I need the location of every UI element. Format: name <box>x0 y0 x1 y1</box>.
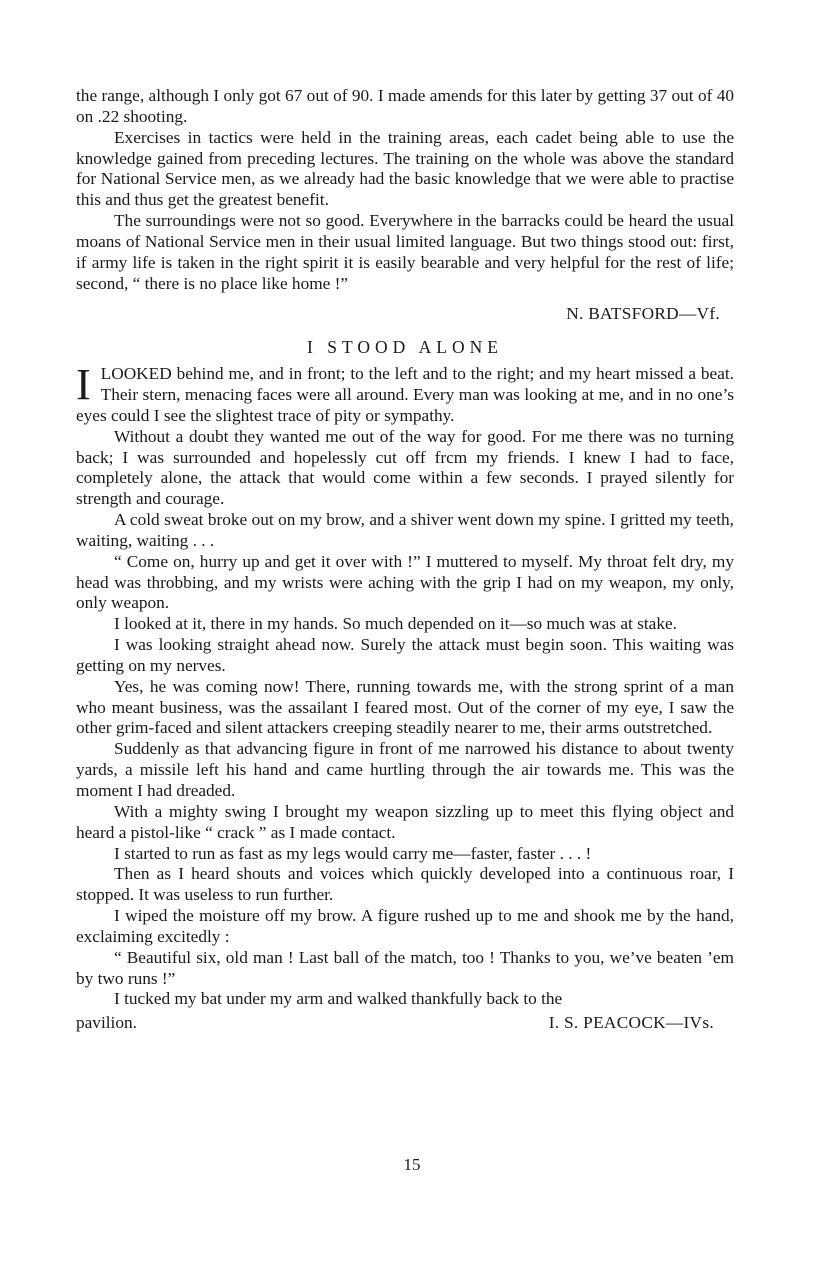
paragraph: I started to run as fast as my legs would carry me—faster, faster . . . ! <box>114 843 592 863</box>
first-paragraph <box>76 360 734 427</box>
drop-cap: I <box>76 360 91 410</box>
article-title: I STOOD ALONE <box>307 337 503 358</box>
paragraph: With a mighty swing I brought my weapon sizzling up to meet this flying object and heard a pistol-like “ crack ” as I made contact. <box>76 801 734 842</box>
closing-word: pavilion. <box>76 1013 137 1033</box>
paragraph: Then as I heard shouts and voices which quickly developed into a continuous roar, I stopped. It was useless to run further. <box>76 864 734 905</box>
paragraph: I wiped the moisture off my brow. A figure rushed up to me and shook me by the hand, exclaiming excitedly : <box>76 906 734 946</box>
paragraph: The surroundings were not so good. Everywhere in the barracks could be heard the usual moans of National Service men in their usual limited language. But two things stood out: first, if army life is taken in the right spirit it is easily bearable and very helpful for the rest of life; second, “ there is no place like home !” <box>76 211 734 293</box>
paragraph: Without a doubt they wanted me out of the way for good. For me there was no turning back; I was surrounded and hopelessly cut off frcm my friends. I knew I had to face, completely alone, the attack that would come within a few seconds. I prayed silently for strength and courage. <box>76 426 734 509</box>
author-signature: N. BATSFORD—Vf. <box>566 304 720 324</box>
paragraph: “ Beautiful six, old man ! Last ball of the match, too ! Thanks to you, we’ve beaten ’em by two runs !” <box>76 947 734 988</box>
first-paragraph-text: LOOKED behind me, and in front; to the left and to the right; and my heart missed a beat. Their stern, menacing faces were all around. Every man was looking at me, and in no one’s eyes could I see the slightest trace of pity or sympathy. <box>76 364 734 425</box>
paragraph: I was looking straight ahead now. Surely the attack must begin soon. This waiting was getting on my nerves. <box>76 635 734 675</box>
paragraph: I looked at it, there in my hands. So much depended on it—so much was at stake. <box>114 614 677 634</box>
page-content <box>76 86 734 1034</box>
paragraph: I tucked my bat under my arm and walked thankfully back to the <box>114 989 563 1009</box>
paragraph: A cold sweat broke out on my brow, and a shiver went down my spine. I gritted my teeth, waiting, waiting . . . <box>76 510 734 550</box>
paragraph: “ Come on, hurry up and get it over with !” I muttered to myself. My throat felt dry, my head was throbbing, and my wrists were aching with the grip I had on my weapon, my only, only weapon. <box>76 551 734 613</box>
paragraph: Yes, he was coming now! There, running towards me, with the strong sprint of a man who meant business, was the assailant I feared most. Out of the corner of my eye, I saw the other grim-faced and silent attackers creeping steadily nearer to me, their arms outstretched. <box>76 676 734 738</box>
author-signature: I. S. PEACOCK—IVs. <box>548 1013 714 1033</box>
closing-line <box>76 1013 734 1034</box>
page-number: 15 <box>403 1155 421 1174</box>
paragraph: the range, although I only got 67 out of 90. I made amends for this later by getting 37 out of 40 on .22 shooting. <box>76 86 734 126</box>
paragraph: Suddenly as that advancing figure in front of me narrowed his distance to about twenty yards, a missile left his hand and came hurtling through the air towards me. This was the moment I had dreaded. <box>76 739 734 800</box>
paragraph: Exercises in tactics were held in the training areas, each cadet being able to use the knowledge gained from preceding lectures. The training on the whole was above the standard for National Service men, as we already had the basic knowledge that we were able to practise this and thus get the greatest benefit. <box>76 127 734 210</box>
